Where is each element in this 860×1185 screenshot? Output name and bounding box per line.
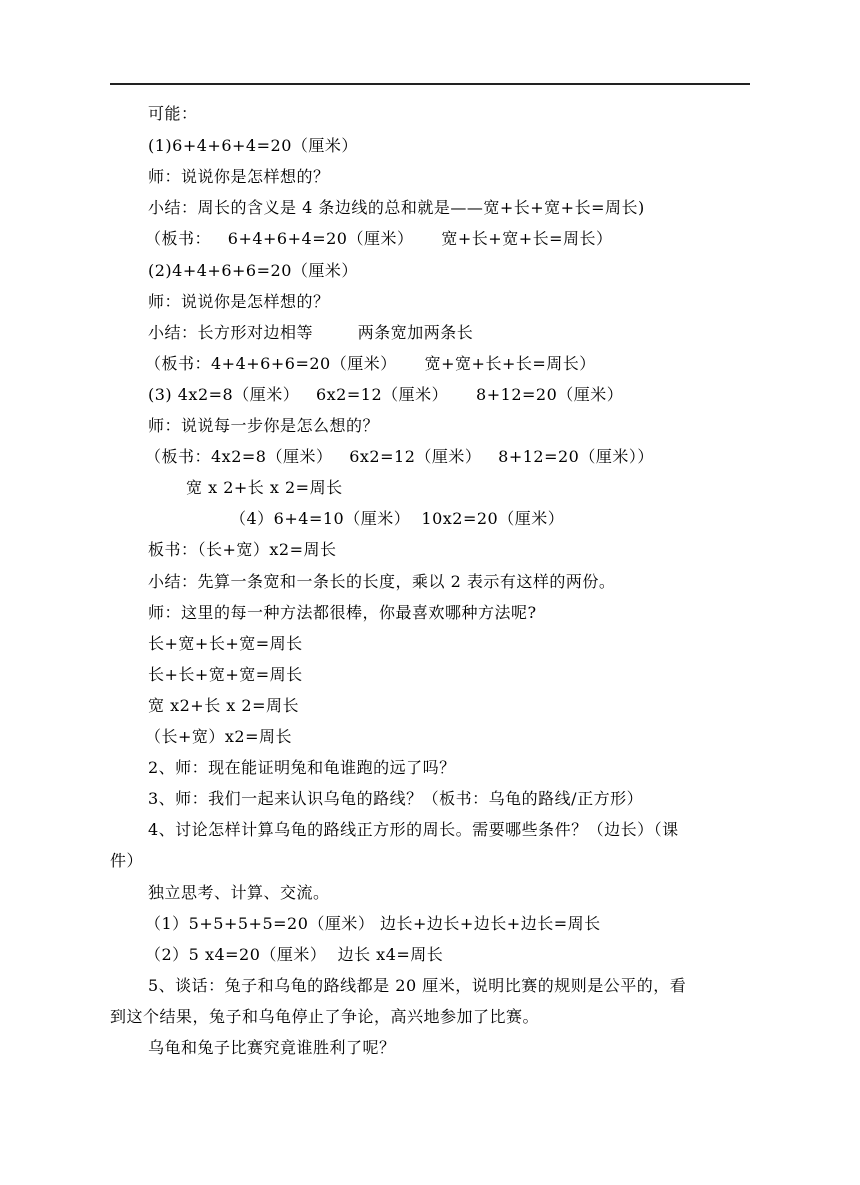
text-line: 5、谈话：兔子和乌龟的路线都是 20 厘米，说明比赛的规则是公平的，看: [148, 976, 687, 995]
text-line: 宽 x 2+长 x 2=周长: [186, 478, 343, 497]
text-line: （1）5+5+5+5=20（厘米） 边长+边长+边长+边长=周长: [145, 914, 601, 933]
text-line: 2、师：现在能证明兔和龟谁跑的远了吗？: [148, 758, 456, 777]
text-line: 可能：: [148, 104, 198, 123]
text-line: 小结：先算一条宽和一条长的长度，乘以 2 表示有这样的两份。: [148, 572, 616, 591]
text-line: 到这个结果，兔子和乌龟停止了争论，高兴地参加了比赛。: [110, 1007, 540, 1026]
text-line: （板书： 6+4+6+4=20（厘米） 宽+长+宽+长=周长）: [145, 229, 613, 248]
text-line: 师：这里的每一种方法都很棒，你最喜欢哪种方法呢?: [148, 603, 537, 622]
text-line: 小结：长方形对边相等 两条宽加两条长: [148, 323, 474, 342]
text-line: （4）6+4=10（厘米） 10x2=20（厘米）: [230, 509, 565, 528]
text-line: 3、师：我们一起来认识乌龟的路线？（板书：乌龟的路线/正方形）: [148, 789, 644, 808]
text-line: 乌龟和兔子比赛究竟谁胜利了呢？: [148, 1038, 396, 1057]
text-line: （板书：4x2=8（厘米） 6x2=12（厘米） 8+12=20（厘米））: [145, 447, 654, 466]
text-line: （长+宽）x2=周长: [145, 727, 293, 746]
text-line: 师：说说你是怎样想的？: [148, 292, 330, 311]
text-line: 师：说说你是怎样想的？: [148, 167, 330, 186]
text-line: 4、讨论怎样计算乌龟的路线正方形的周长。需要哪些条件？（边长）（课: [148, 820, 679, 839]
text-line: 独立思考、计算、交流。: [148, 883, 330, 902]
text-line: （板书：4+4+6+6=20（厘米） 宽+宽+长+长=周长）: [145, 354, 596, 373]
text-line: (1)6+4+6+4=20（厘米）: [148, 136, 358, 155]
text-line: 件）: [110, 851, 144, 870]
text-line: (2)4+4+6+6=20（厘米）: [148, 261, 358, 280]
text-line: 宽 x2+长 x 2=周长: [148, 696, 299, 715]
text-line: 板书：（长+宽）x2=周长: [148, 540, 337, 559]
header-rule: [110, 83, 750, 85]
text-line: 长+宽+长+宽=周长: [148, 634, 303, 653]
text-line: 长+长+宽+宽=周长: [148, 665, 303, 684]
text-line: （2）5 x4=20（厘米） 边长 x4=周长: [145, 945, 444, 964]
text-line: 小结：周长的含义是 4 条边线的总和就是——宽+长+宽+长=周长): [148, 198, 645, 217]
text-line: 师：说说每一步你是怎么想的？: [148, 416, 380, 435]
text-line: (3) 4x2=8（厘米） 6x2=12（厘米） 8+12=20（厘米）: [148, 385, 624, 404]
